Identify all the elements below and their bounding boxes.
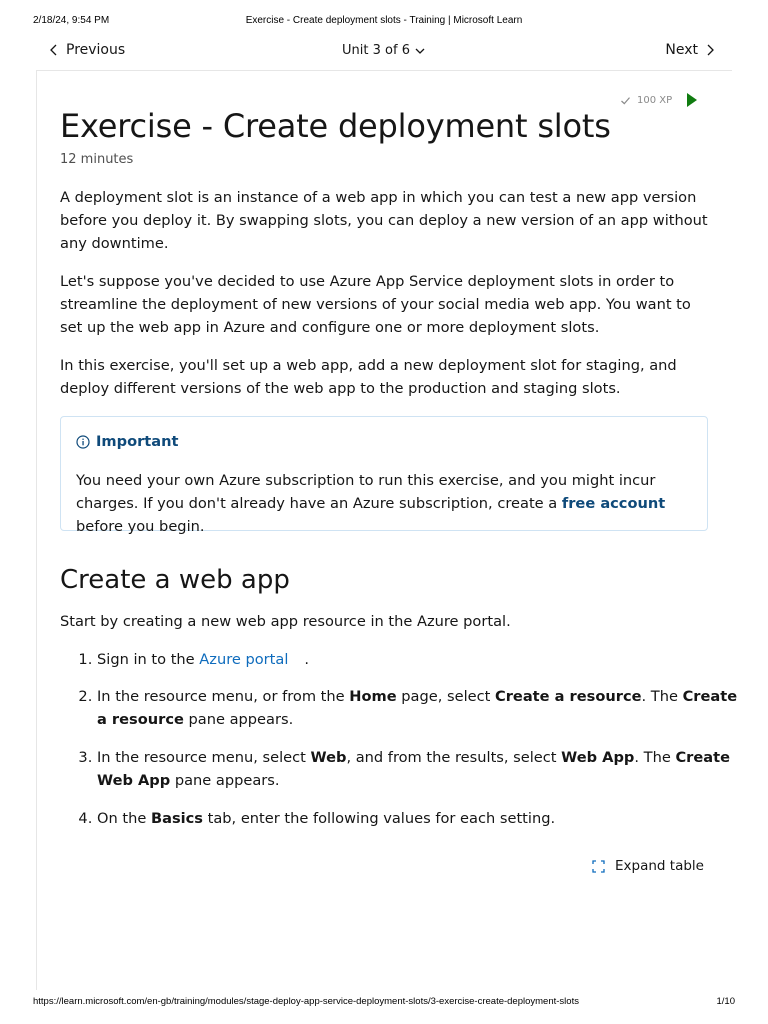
free-account-link[interactable]: free account: [561, 495, 666, 512]
steps-list: [60, 648, 747, 845]
alert-text: [76, 469, 701, 538]
info-icon: [76, 435, 90, 449]
step-3-web: Web: [310, 749, 347, 766]
print-footer: [0, 996, 768, 1010]
alert-title: [76, 433, 179, 450]
list-item: [97, 685, 747, 731]
expand-table-label: Expand table: [615, 858, 704, 874]
step-2-create-resource: Create a resource: [495, 688, 642, 705]
intro-paragraph-3: In this exercise, you'll set up a web app, add a new deployment slot for staging, and deploy different versions of the web app to the production and staging slots.: [60, 357, 677, 397]
print-page-number: 1/10: [716, 996, 735, 1007]
step-3-text-3: . The: [634, 749, 676, 766]
next-button[interactable]: [665, 42, 716, 58]
xp-value: 100 XP: [637, 94, 673, 106]
step-2-text-3: . The: [641, 688, 683, 705]
section-intro: Start by creating a new web app resource in the Azure portal.: [60, 613, 511, 630]
content-left-border: [36, 70, 37, 990]
expand-icon: [592, 860, 605, 873]
chevron-down-icon: [414, 45, 426, 57]
azure-portal-link[interactable]: Azure portal: [199, 651, 289, 668]
print-url: https://learn.microsoft.com/en-gb/training/modules/stage-deploy-app-service-deployment-slots/3-exercise-create-deployment-slots: [33, 996, 579, 1007]
step-3-pane-name: Create Web App: [97, 749, 730, 789]
step-1-text: Sign in to the: [97, 651, 200, 668]
step-2-text-2: page, select: [396, 688, 496, 705]
list-item: [97, 648, 747, 671]
previous-label: Previous: [66, 42, 126, 58]
step-4-text-2: tab, enter the following values for each setting.: [202, 810, 556, 827]
section-heading: Create a web app: [60, 565, 290, 595]
unit-navigation: [36, 38, 732, 71]
list-item: [97, 746, 747, 792]
alert-text-before: You need your own Azure subscription to run this exercise, and you might incur charges. If you don't already have an Azure subscription, create a: [76, 472, 656, 512]
list-item: [97, 807, 747, 830]
step-2-home: Home: [349, 688, 397, 705]
step-3-text: In the resource menu, select: [97, 749, 311, 766]
main-content: [60, 104, 738, 874]
print-header: [0, 15, 768, 29]
intro-paragraph-1: A deployment slot is an instance of a web app in which you can test a new app version before you deploy it. By swapping slots, you can deploy a new version of an app without any downtime.: [60, 189, 708, 252]
duration: 12 minutes: [60, 152, 134, 167]
print-datetime: 2/18/24, 9:54 PM: [33, 15, 110, 26]
alert-title-text: Important: [96, 433, 179, 450]
step-1-end: .: [304, 651, 310, 668]
step-2-pane-name: Create a resource: [97, 688, 738, 728]
print-title: Exercise - Create deployment slots - Training | Microsoft Learn: [245, 15, 523, 26]
unit-selector[interactable]: [36, 43, 732, 58]
page-title: Exercise - Create deployment slots: [60, 107, 611, 145]
step-2-text: In the resource menu, or from the: [97, 688, 350, 705]
step-4-text: On the: [97, 810, 151, 827]
step-4-basics: Basics: [150, 810, 203, 827]
important-alert: [60, 416, 708, 535]
step-3-text-2: , and from the results, select: [346, 749, 562, 766]
alert-text-after: before you begin.: [76, 518, 205, 535]
next-label: Next: [665, 42, 698, 58]
expand-table-button[interactable]: [592, 858, 704, 874]
step-3-web-app: Web App: [561, 749, 635, 766]
step-2-text-4: pane appears.: [183, 711, 294, 728]
intro-paragraph-2: Let's suppose you've decided to use Azure App Service deployment slots in order to streamline the deployment of new versions of your social media web app. You want to set up the web app in Azure and configure one or more deployment slots.: [60, 273, 691, 336]
unit-label: Unit 3 of 6: [342, 43, 410, 58]
step-3-text-4: pane appears.: [170, 772, 280, 789]
chevron-right-icon: [704, 44, 716, 56]
